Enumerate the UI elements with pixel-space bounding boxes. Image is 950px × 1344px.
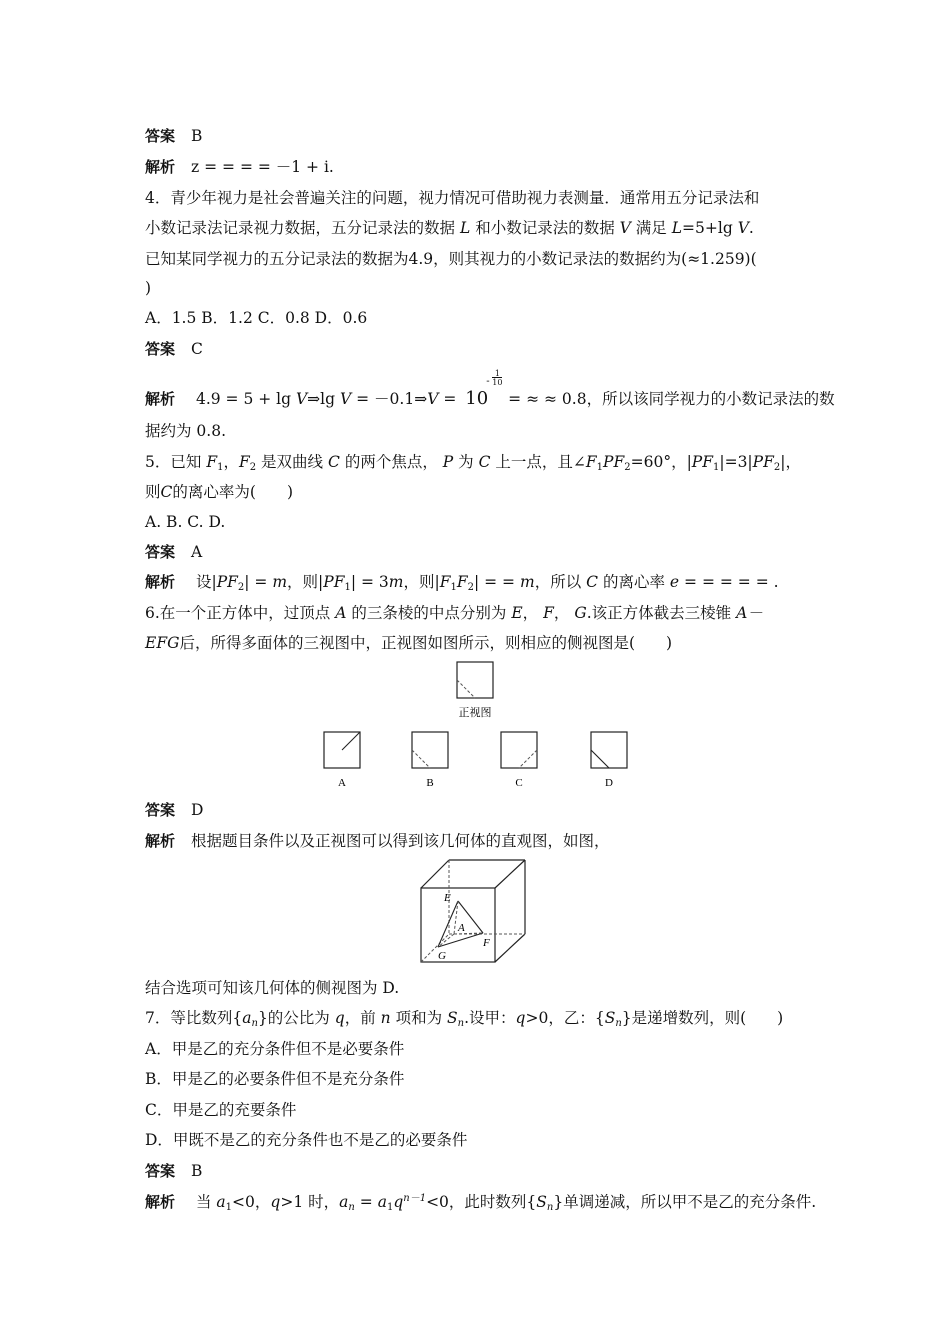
q3-answer-line [145,126,202,146]
text: 的三条棱的中点分别为 [351,604,507,622]
text: = [359,1193,373,1211]
text: 已知某同学视力的五分记录法的数据为4.9，则其视力的小数记录法的数据约为(≈1.259)( [145,250,757,268]
text: - [486,376,490,387]
var: V [339,390,352,408]
q4-stem-line-3 [145,249,757,269]
text: ，则| [287,573,324,591]
var: S [447,1009,458,1027]
q4-analysis-line-2 [145,421,226,441]
q7-answer-line [145,1161,202,1181]
text: B．甲是乙的必要条件但不是充分条件 [145,1070,405,1088]
text: 的两个焦点， [344,453,438,471]
sub: 1 [712,462,720,473]
text: 后，所得多面体的三视图中，正视图如图所示，则相应的侧视图是( ) [179,634,673,652]
option-views [315,728,645,792]
sub: 1 [596,462,604,473]
analysis-label: 解析 [145,390,176,408]
var: L [671,219,683,237]
var: m [388,573,404,591]
text: | = [244,573,268,591]
front-view-caption: 正视图 [458,707,492,719]
var: V [737,219,749,237]
cube-label-e: E [444,892,451,904]
answer-label: 答案 [145,340,176,358]
q4-answer-line [145,339,203,359]
text: 1 [494,369,500,378]
analysis-label: 解析 [145,573,176,591]
text: 4.9 = 5 + lg [195,390,292,408]
cube-edge [421,860,449,888]
q7-option-a [145,1039,404,1059]
option-c-label: C [515,777,523,789]
answer-value: B [191,1162,203,1180]
var: EFG [145,634,180,652]
analysis-label: 解析 [145,832,176,850]
sub: 1 [217,462,224,473]
text: = = = = = . [684,573,779,591]
text: =60°，| [630,453,692,471]
cube-edge [495,934,525,962]
text: 则 [145,483,161,501]
text: .该正方体截去三棱锥 [586,604,732,622]
option-a-label: A [338,777,346,789]
cube-edge [495,860,525,888]
view-hidden-edge [412,750,430,768]
text: }的公比为 [257,1009,330,1027]
q7-stem [145,1008,783,1028]
sub: n [457,1018,465,1029]
text: 满足 [635,219,667,237]
text: = －0.1⇒ [356,390,428,408]
text: A．1.5 B．1.2 C．0.8 D．0.6 [145,309,368,327]
text: 10 [465,388,489,409]
sub: 1 [344,582,351,593]
text: 结合选项可知该几何体的侧视图为 D. [145,979,400,997]
var: a [377,1193,387,1211]
text: 的离心率 [602,573,665,591]
text: 的离心率为( ) [172,483,293,501]
answer-label: 答案 [145,127,176,145]
var: q [334,1009,345,1027]
sub: n [546,1202,554,1213]
text: 是双曲线 [261,453,324,471]
answer-value: A [191,543,203,561]
front-view-square [457,662,493,698]
text: 据约为 0.8. [145,422,227,440]
text: 6.在一个正方体中，过顶点 [145,604,331,622]
text: <0，此时数列{ [426,1193,537,1211]
cube-label-g: G [438,950,446,962]
text: }是递增数列，则( ) [621,1009,784,1027]
var: V [427,390,439,408]
sub: 2 [773,462,781,473]
text: = ≈ ≈ 0.8，所以该同学视力的小数记录法的数 [508,390,835,408]
text: 当 [195,1193,212,1211]
q7-option-c [145,1100,296,1120]
sub: 2 [624,462,631,473]
text: =5+lg [682,219,733,237]
text: ， [553,604,570,622]
text: 4．青少年视力是社会普遍关注的问题，视力情况可借助视力表测量．通常用五分记录法和 [145,189,760,207]
text: D．甲既不是乙的充分条件也不是乙的必要条件 [145,1131,468,1149]
option-a-view [324,732,360,789]
var: F [543,604,554,622]
var: V [619,219,631,237]
var: C [478,453,491,471]
power-ten [465,369,503,409]
q7-option-b [145,1069,404,1089]
text: 上一点，且∠ [495,453,586,471]
q5-stem-line-1: 5．已知 $F_1$，$F_2$ 是双曲线 C 的两个焦点， P 为 C 上一点，且$\angle F_1PF_2=60^\circ$，$|PF_1|=3|PF_2|$， [145,453,801,473]
var: C [586,573,599,591]
var: q [270,1193,281,1211]
text: A．甲是乙的充分条件但不是必要条件 [145,1040,405,1058]
sub: 2 [249,462,257,473]
text: C．甲是乙的充要条件 [145,1101,297,1119]
var: PF [603,453,625,471]
analysis-label: 解析 [145,1193,176,1211]
q6-answer-line [145,800,203,820]
answer-value: D [191,801,204,819]
text: 小数记录法记录视力数据，五分记录法的数据 [145,219,456,237]
var: a [216,1193,226,1211]
option-d-view [591,732,627,789]
text: ，所以 [534,573,582,591]
q4-options [145,308,367,328]
var: m [519,573,535,591]
view-hidden-edge [519,750,537,768]
text: ， [522,604,539,622]
var: F [456,573,468,591]
option-b-view [412,732,448,789]
q7-option-d [145,1130,467,1150]
option-b-label: B [426,777,434,789]
cube-figure [418,856,534,966]
sub: n [615,1018,622,1029]
sub: 1 [450,582,457,593]
var: F [585,453,597,471]
text: 和小数记录法的数据 [475,219,615,237]
text: >1 时， [280,1193,340,1211]
q4-analysis-line-1 [145,369,835,409]
text: 设| [195,573,217,591]
var: F [439,573,451,591]
text: 7．等比数列{ [145,1009,243,1027]
answer-label: 答案 [145,543,176,561]
var: A－ [736,604,763,622]
var: PF [216,573,238,591]
var: e [669,573,680,591]
q4-stem-line-2: 小数记录法记录视力数据，五分记录法的数据 L 和小数记录法的数据 V 满足 L=5+lg V. [145,219,754,237]
var: m [272,573,288,591]
var: V [295,390,308,408]
var: q [393,1193,404,1211]
text: >0，乙：{ [525,1009,605,1027]
var: L [459,219,471,237]
text: 10 [492,378,503,387]
var: C [160,483,173,501]
q6-stem-line-2 [145,633,672,653]
pyramid-edge [438,901,458,947]
q6-conclusion [145,978,399,998]
q5-answer-line [145,542,202,562]
analysis-label: 解析 [145,158,176,176]
sub: n [251,1018,258,1029]
text: ，前 [344,1009,376,1027]
var: PF [323,573,345,591]
text: ⇒lg [307,390,336,408]
view-edge [591,750,609,768]
answer-label: 答案 [145,1162,176,1180]
var: PF [752,453,774,471]
front-view-hidden-edge [457,680,475,698]
var: A [335,604,347,622]
q3-analysis-line [145,157,334,177]
sup: n－1 [403,1193,427,1204]
option-c-view [501,732,537,789]
text: ，则| [403,573,440,591]
q4-stem-line-4 [145,278,151,298]
var: S [604,1009,616,1027]
text: | = 3 [350,573,389,591]
text: .设甲： [464,1009,516,1027]
q5-options [145,512,225,532]
var: P [442,453,454,471]
answer-value: B [191,127,203,145]
text: A. B. C. D. [145,513,226,531]
view-square [501,732,537,768]
q4-stem-line-1 [145,188,759,208]
text: 项和为 [395,1009,443,1027]
text: ) [145,279,152,297]
text: |， [780,453,801,471]
view-square [412,732,448,768]
view-square [591,732,627,768]
front-view-figure [440,660,510,722]
q5-analysis-line [145,572,779,592]
var: C [328,453,340,471]
sub: n [348,1202,355,1213]
q6-analysis-line [145,831,610,851]
q7-analysis-line [145,1192,816,1212]
answer-label: 答案 [145,801,176,819]
var: F [206,453,218,471]
text: <0， [232,1193,271,1211]
text: | = = [473,573,516,591]
answer-value: C [191,340,203,358]
text: }单调递减，所以甲不是乙的充分条件. [553,1193,817,1211]
option-d-label: D [605,777,613,789]
sub: 1 [225,1202,233,1213]
pyramid-edge [438,933,483,947]
var: q [515,1009,526,1027]
cube-label-a: A [458,922,465,934]
text: = [443,390,457,408]
text: |=3| [719,453,753,471]
cube-label-f: F [483,937,490,949]
sub: 1 [386,1202,394,1213]
sub: 2 [237,582,245,593]
analysis-text: 根据题目条件以及正视图可以得到该几何体的直观图，如图， [191,832,610,850]
var: S [536,1193,547,1211]
var: E [511,604,523,622]
text: 为 [458,453,474,471]
analysis-text: z = = = = －1 + i. [191,158,334,176]
var: n [380,1009,391,1027]
view-edge [342,732,360,750]
var: a [339,1193,349,1211]
var: G [574,604,587,622]
q6-stem-line-1 [145,603,763,623]
var: a [242,1009,252,1027]
var: F [238,453,250,471]
sub: 2 [467,582,474,593]
q5-stem-line-2 [145,482,293,502]
var: PF [691,453,713,471]
text: 5．已知 [145,453,202,471]
